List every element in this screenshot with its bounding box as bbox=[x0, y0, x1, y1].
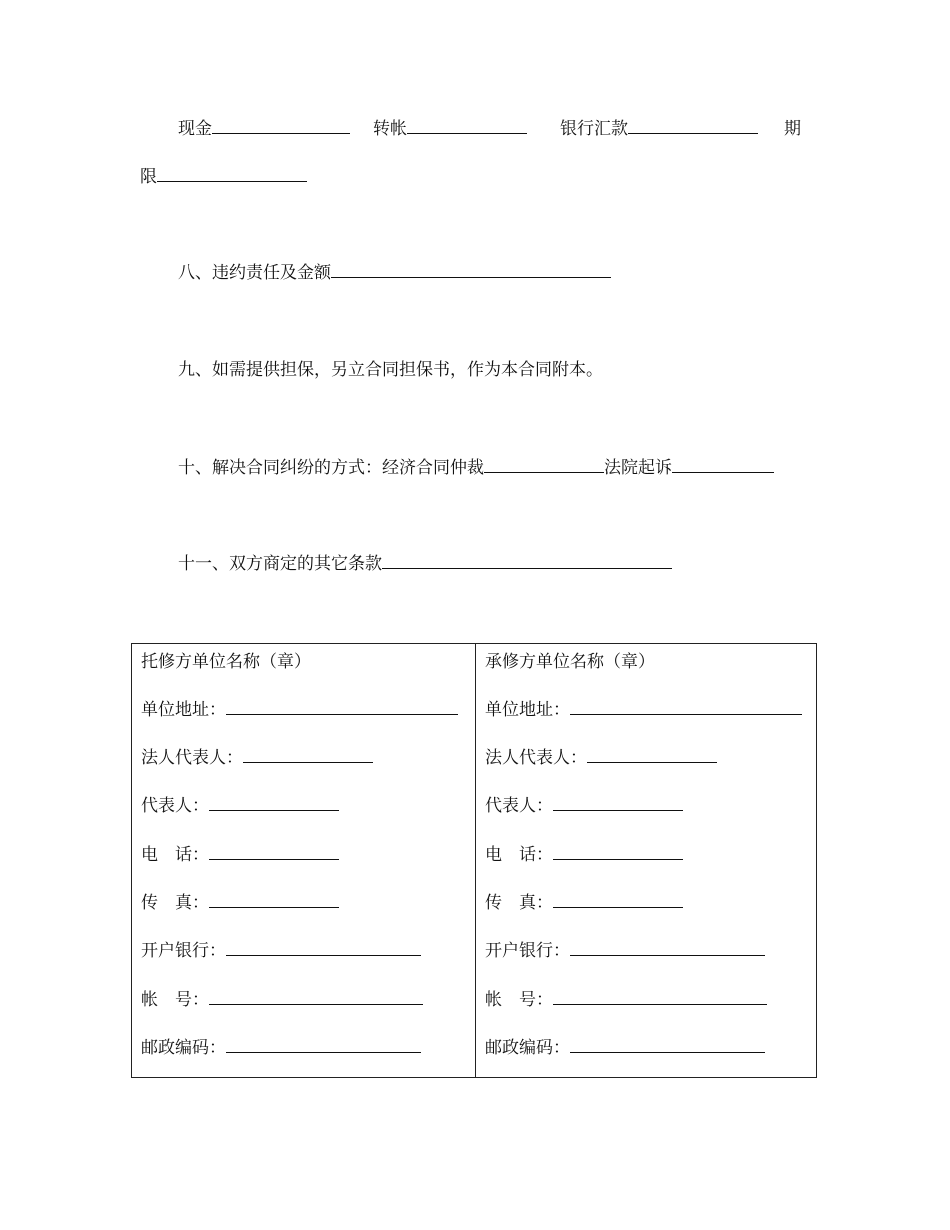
left-rep-row bbox=[141, 791, 339, 816]
term-group bbox=[140, 162, 307, 187]
right-rep-label: 代表人： bbox=[485, 796, 553, 816]
left-bank-label: 开户银行： bbox=[141, 941, 226, 961]
left-legal-rep-label: 法人代表人： bbox=[141, 748, 243, 768]
right-postcode-row bbox=[485, 1033, 765, 1058]
clause-eight bbox=[178, 258, 611, 283]
right-phone-row bbox=[485, 840, 683, 865]
clause-eleven-text: 十一、双方商定的其它条款 bbox=[178, 554, 382, 574]
term-label-part1: 期 bbox=[784, 119, 801, 139]
left-phone-row bbox=[141, 840, 339, 865]
left-fax-blank[interactable] bbox=[209, 889, 339, 908]
court-blank[interactable] bbox=[672, 454, 774, 473]
right-phone-blank[interactable] bbox=[553, 841, 683, 860]
clause-ten-text: 十、解决合同纠纷的方式：经济合同仲裁 bbox=[178, 458, 484, 478]
clause-eleven bbox=[178, 549, 672, 574]
left-bank-blank[interactable] bbox=[226, 937, 421, 956]
clause-nine: 九、如需提供担保，另立合同担保书，作为本合同附本。 bbox=[178, 360, 603, 380]
left-postcode-blank[interactable] bbox=[226, 1034, 421, 1053]
right-title: 承修方单位名称（章） bbox=[485, 652, 655, 672]
left-postcode-label: 邮政编码： bbox=[141, 1038, 226, 1058]
left-account-blank[interactable] bbox=[209, 986, 423, 1005]
right-account-blank[interactable] bbox=[553, 986, 767, 1005]
right-phone-label: 电 话： bbox=[485, 845, 553, 865]
clause-eight-text: 八、违约责任及金额 bbox=[178, 263, 331, 283]
right-address-label: 单位地址： bbox=[485, 700, 570, 720]
left-bank-row bbox=[141, 936, 421, 961]
left-fax-label: 传 真： bbox=[141, 893, 209, 913]
bank-remit-group bbox=[560, 114, 758, 139]
bank-remit-label: 银行汇款 bbox=[560, 119, 628, 139]
clause-eleven-blank[interactable] bbox=[382, 550, 672, 569]
right-bank-row bbox=[485, 936, 765, 961]
term-blank[interactable] bbox=[157, 163, 307, 182]
right-fax-label: 传 真： bbox=[485, 893, 553, 913]
right-legal-rep-blank[interactable] bbox=[587, 744, 717, 763]
left-legal-rep-row bbox=[141, 743, 373, 768]
right-account-label: 帐 号： bbox=[485, 990, 553, 1010]
left-address-blank[interactable] bbox=[226, 696, 458, 715]
bank-remit-blank[interactable] bbox=[628, 115, 758, 134]
arbitration-blank[interactable] bbox=[484, 454, 604, 473]
left-fax-row bbox=[141, 888, 339, 913]
left-postcode-row bbox=[141, 1033, 421, 1058]
table-divider bbox=[475, 644, 476, 1077]
left-account-row bbox=[141, 985, 423, 1010]
left-account-label: 帐 号： bbox=[141, 990, 209, 1010]
right-fax-blank[interactable] bbox=[553, 889, 683, 908]
right-legal-rep-label: 法人代表人： bbox=[485, 748, 587, 768]
transfer-group bbox=[373, 114, 527, 139]
left-rep-label: 代表人： bbox=[141, 796, 209, 816]
right-postcode-blank[interactable] bbox=[570, 1034, 765, 1053]
right-account-row bbox=[485, 985, 767, 1010]
left-rep-blank[interactable] bbox=[209, 792, 339, 811]
left-phone-label: 电 话： bbox=[141, 845, 209, 865]
clause-eight-blank[interactable] bbox=[331, 259, 611, 278]
right-fax-row bbox=[485, 888, 683, 913]
right-legal-rep-row bbox=[485, 743, 717, 768]
clause-ten bbox=[178, 453, 774, 478]
right-bank-label: 开户银行： bbox=[485, 941, 570, 961]
transfer-label: 转帐 bbox=[373, 119, 407, 139]
left-address-label: 单位地址： bbox=[141, 700, 226, 720]
right-rep-blank[interactable] bbox=[553, 792, 683, 811]
left-title: 托修方单位名称（章） bbox=[141, 652, 311, 672]
left-phone-blank[interactable] bbox=[209, 841, 339, 860]
cash-blank[interactable] bbox=[212, 115, 350, 134]
cash-label: 现金 bbox=[178, 119, 212, 139]
court-label: 法院起诉 bbox=[604, 458, 672, 478]
right-rep-row bbox=[485, 791, 683, 816]
left-legal-rep-blank[interactable] bbox=[243, 744, 373, 763]
right-address-row bbox=[485, 695, 802, 720]
payment-line bbox=[178, 114, 350, 139]
signature-table bbox=[131, 643, 817, 1078]
transfer-blank[interactable] bbox=[407, 115, 527, 134]
left-address-row bbox=[141, 695, 458, 720]
term-label-part2: 限 bbox=[140, 167, 157, 187]
right-bank-blank[interactable] bbox=[570, 937, 765, 956]
right-postcode-label: 邮政编码： bbox=[485, 1038, 570, 1058]
right-address-blank[interactable] bbox=[570, 696, 802, 715]
